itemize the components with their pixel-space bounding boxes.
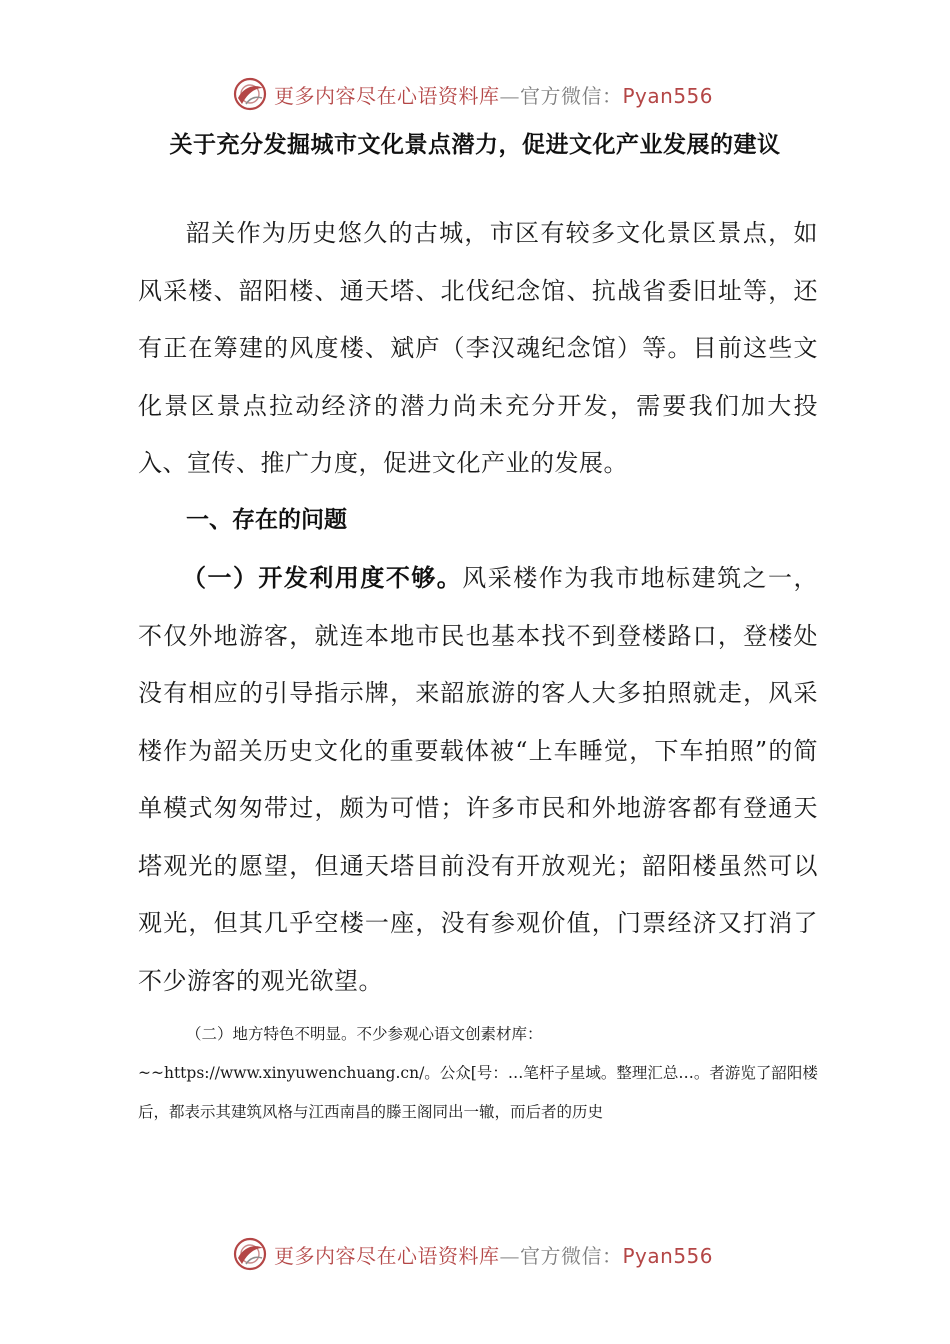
- issue-one-lead: （一）开发利用度不够。: [182, 564, 463, 592]
- issue-two-paragraph: （二）地方特色不明显。不少参观心语文创素材库：~~https://www.xinyuwenchuang.cn/。公众[号：…笔杆子星域。整理汇总…。者游览了韶阳楼后，都表示其建筑风格与江西南昌的滕王阁同出一辙，而后者的历史: [138, 1025, 818, 1121]
- issue-one-text: 风采楼作为我市地标建筑之一，不仅外地游客，就连本地市民也基本找不到登楼路口，登楼处没有相应的引导指示牌，来韶旅游的客人大多拍照就走，风采楼作为韶关历史文化的重要载体被“上车睡觉，下车拍照”的简单模式匆匆带过，颇为可惜；许多市民和外地游客都有登通天塔观光的愿望，但通天塔目前没有开放观光；韶阳楼虽然可以观光，但其几乎空楼一座，没有参观价值，门票经济又打消了不少游客的观光欲望。: [138, 564, 819, 995]
- watermark-text: [274, 80, 713, 109]
- watermark-official-label: 官方微信：: [520, 83, 623, 108]
- brand-logo-icon: [232, 76, 268, 112]
- watermark-official-label: 官方微信：: [520, 1243, 623, 1268]
- watermark-main-text: 更多内容尽在心语资料库: [274, 83, 500, 108]
- watermark-header: [232, 74, 713, 114]
- watermark-main-text: 更多内容尽在心语资料库: [274, 1243, 500, 1268]
- watermark-separator: —: [499, 1243, 520, 1268]
- intro-paragraph: 韶关作为历史悠久的古城，市区有较多文化景区景点，如风采楼、韶阳楼、通天塔、北伐纪念馆、抗战省委旧址等，还有正在筹建的风度楼、斌庐（李汉魂纪念馆）等。目前这些文化景区景点拉动经济的潜力尚未充分开发，需要我们加大投入、宣传、推广力度，促进文化产业的发展。: [138, 219, 818, 477]
- issue-one-paragraph: [138, 550, 818, 1010]
- section-heading-problems: 一、存在的问题: [186, 507, 347, 533]
- watermark-separator: —: [499, 83, 520, 108]
- watermark-wechat-id: Pyan556: [622, 83, 714, 108]
- brand-logo-icon: [232, 1236, 268, 1272]
- watermark-text: [274, 1240, 713, 1269]
- watermark-footer: [232, 1234, 713, 1274]
- watermark-wechat-id: Pyan556: [622, 1243, 714, 1268]
- document-title: 关于充分发掘城市文化景点潜力，促进文化产业发展的建议: [169, 132, 781, 158]
